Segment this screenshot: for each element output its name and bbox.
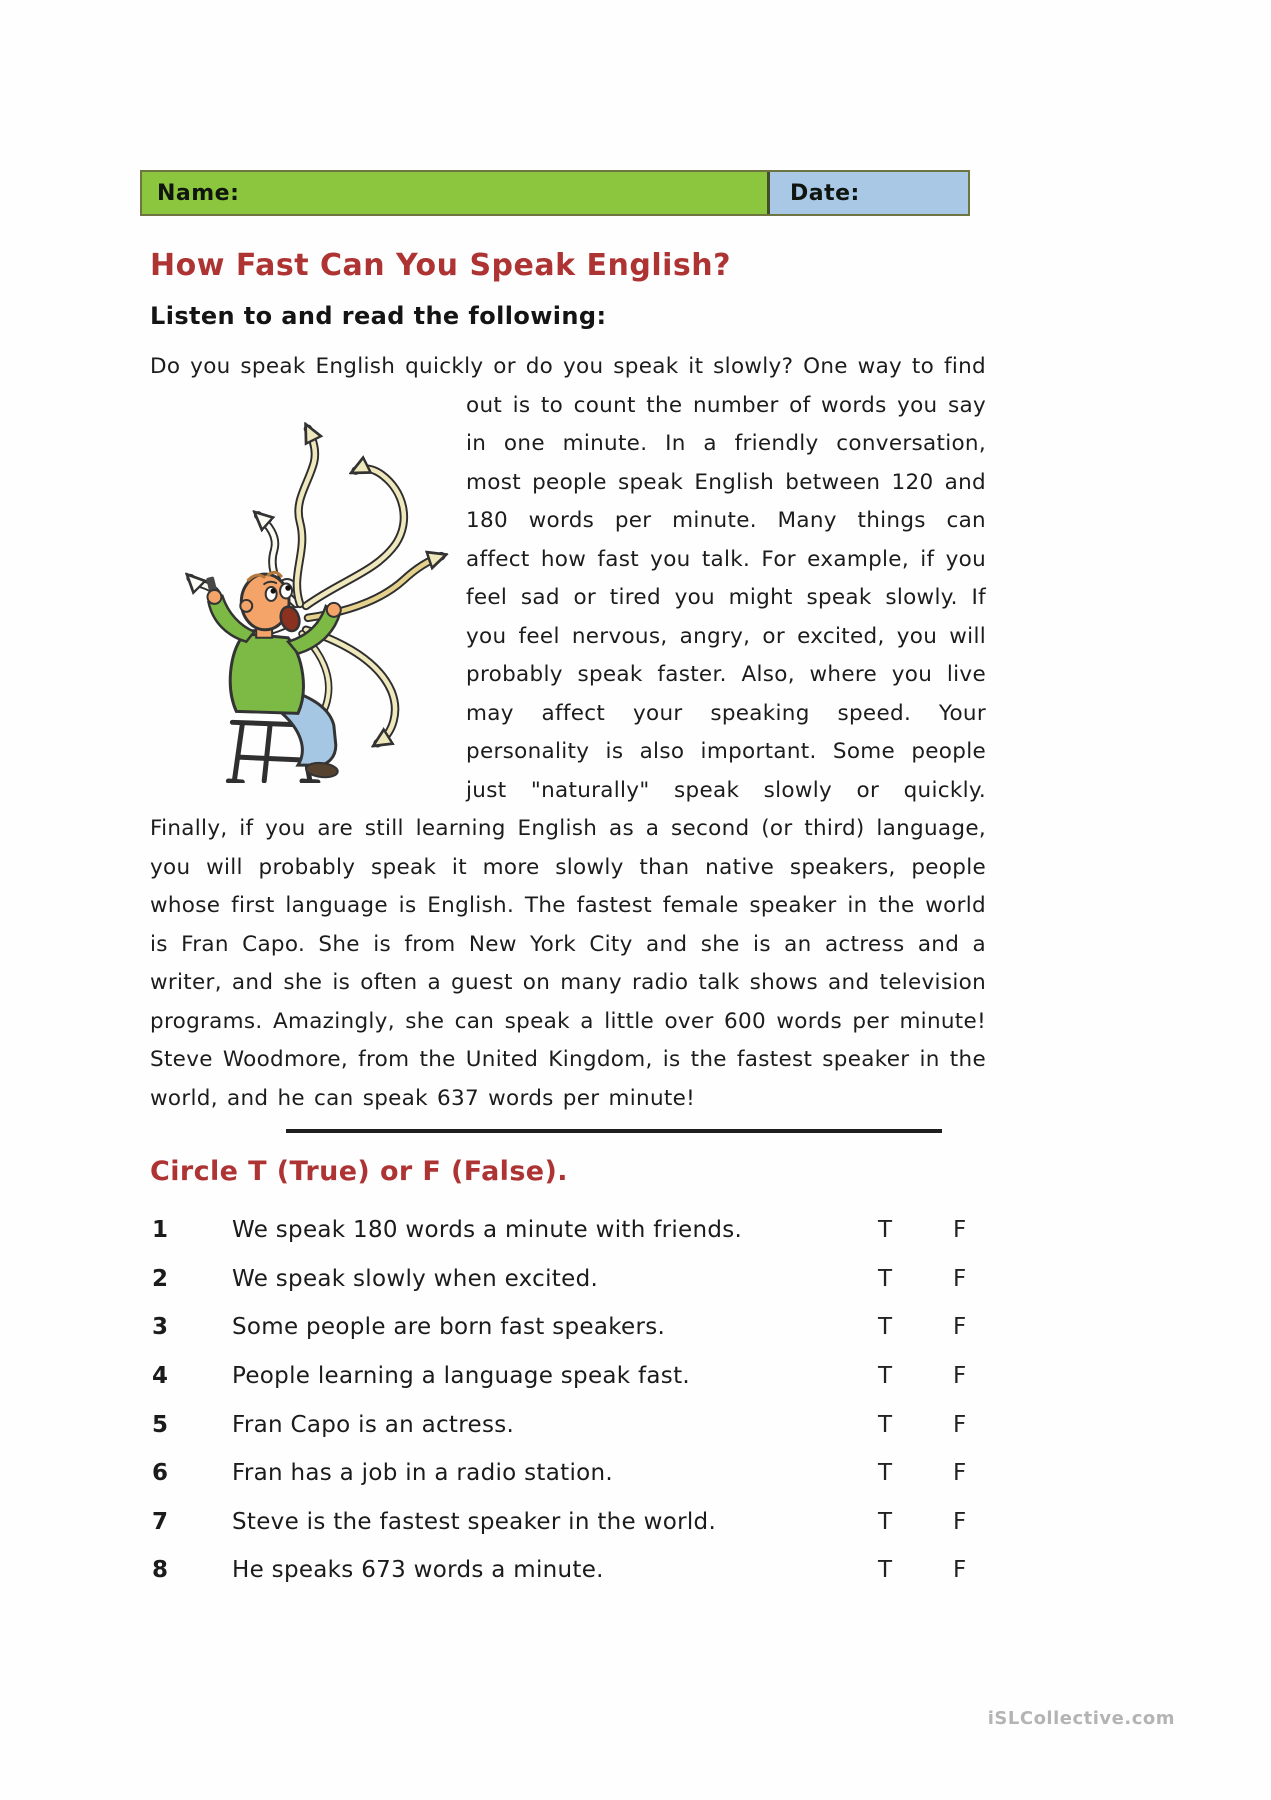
passage-body-text: out is to count the number of words you say in one minute. In a friendly conversation, most people speak English between 120 and 180 words per minute. Many things can affect how fast you talk. For example, if you feel sad or tired you might speak slowly. If you feel nervous, angry, or excited, you will probably speak faster. Also, where you live may affect your speaking speed. Your personality is also important. Some people just "naturally" speak slowly or quickly. Finally, if you are still learning English as a second (or third) language, you will probably speak it more slowly than native speakers, people whose first language is English. The fastest female speaker in the world is Fran Capo. She is from New York City and she is an actress and a writer, and she is often a guest on many radio talk shows and television programs. Amazingly, she can speak a little over 600 words per minute! Steve Woodmore, from the United Kingdom, is the fastest speaker in the world, and he can speak 637 words per minute! <box>150 392 986 1111</box>
true-option: T <box>878 1217 893 1244</box>
quiz-row <box>150 1546 1030 1595</box>
false-option: F <box>953 1314 967 1341</box>
quiz-row <box>150 1255 1030 1304</box>
true-option: T <box>878 1411 893 1438</box>
name-cell <box>142 172 770 214</box>
true-option: T <box>878 1557 893 1584</box>
quiz-row <box>150 1498 1030 1547</box>
quiz-item-number: 6 <box>152 1460 169 1487</box>
islcollective-watermark: iSLCollective.com <box>987 1708 1175 1729</box>
quiz-item-text: We speak 180 words a minute with friends. <box>232 1217 743 1244</box>
name-date-header <box>140 170 970 216</box>
true-option: T <box>878 1460 893 1487</box>
true-option: T <box>878 1265 893 1292</box>
quiz-row <box>150 1303 1030 1352</box>
passage-first-line: Do you speak English quickly or do you speak it slowly? One way to find <box>150 354 986 379</box>
quiz-item-text: Steve is the fastest speaker in the world. <box>232 1508 717 1535</box>
false-option: F <box>953 1508 967 1535</box>
quiz-list <box>150 1206 1030 1595</box>
quiz-item-text: Some people are born fast speakers. <box>232 1314 666 1341</box>
quiz-item-number: 3 <box>152 1314 169 1341</box>
quiz-item-number: 7 <box>152 1508 169 1535</box>
true-option: T <box>878 1363 893 1390</box>
reading-passage <box>150 348 986 1118</box>
worksheet-title: How Fast Can You Speak English? <box>150 248 732 283</box>
false-option: F <box>953 1363 967 1390</box>
quiz-item-text: We speak slowly when excited. <box>232 1265 599 1292</box>
quiz-item-text: Fran Capo is an actress. <box>232 1411 515 1438</box>
quiz-item-text: He speaks 673 words a minute. <box>232 1557 604 1584</box>
quiz-item-number: 4 <box>152 1363 169 1390</box>
true-option: T <box>878 1508 893 1535</box>
section-divider <box>286 1129 942 1133</box>
quiz-item-number: 5 <box>152 1411 169 1438</box>
passage-instruction: Listen to and read the following: <box>150 302 607 330</box>
date-label: Date: <box>790 180 860 206</box>
false-option: F <box>953 1411 967 1438</box>
quiz-item-number: 2 <box>152 1265 169 1292</box>
date-cell <box>770 172 968 214</box>
quiz-row <box>150 1449 1030 1498</box>
false-option: F <box>953 1460 967 1487</box>
quiz-row <box>150 1400 1030 1449</box>
quiz-heading: Circle T (True) or F (False). <box>150 1156 568 1187</box>
true-option: T <box>878 1314 893 1341</box>
quiz-row <box>150 1206 1030 1255</box>
speaking-arrows-cartoon-svg <box>150 393 450 783</box>
name-label: Name: <box>157 180 240 206</box>
man-speaking-arrows-illustration <box>150 393 450 783</box>
quiz-item-number: 1 <box>152 1217 169 1244</box>
quiz-row <box>150 1352 1030 1401</box>
quiz-item-text: People learning a language speak fast. <box>232 1363 691 1390</box>
false-option: F <box>953 1217 967 1244</box>
false-option: F <box>953 1265 967 1292</box>
false-option: F <box>953 1557 967 1584</box>
quiz-item-text: Fran has a job in a radio station. <box>232 1460 614 1487</box>
quiz-item-number: 8 <box>152 1557 169 1584</box>
